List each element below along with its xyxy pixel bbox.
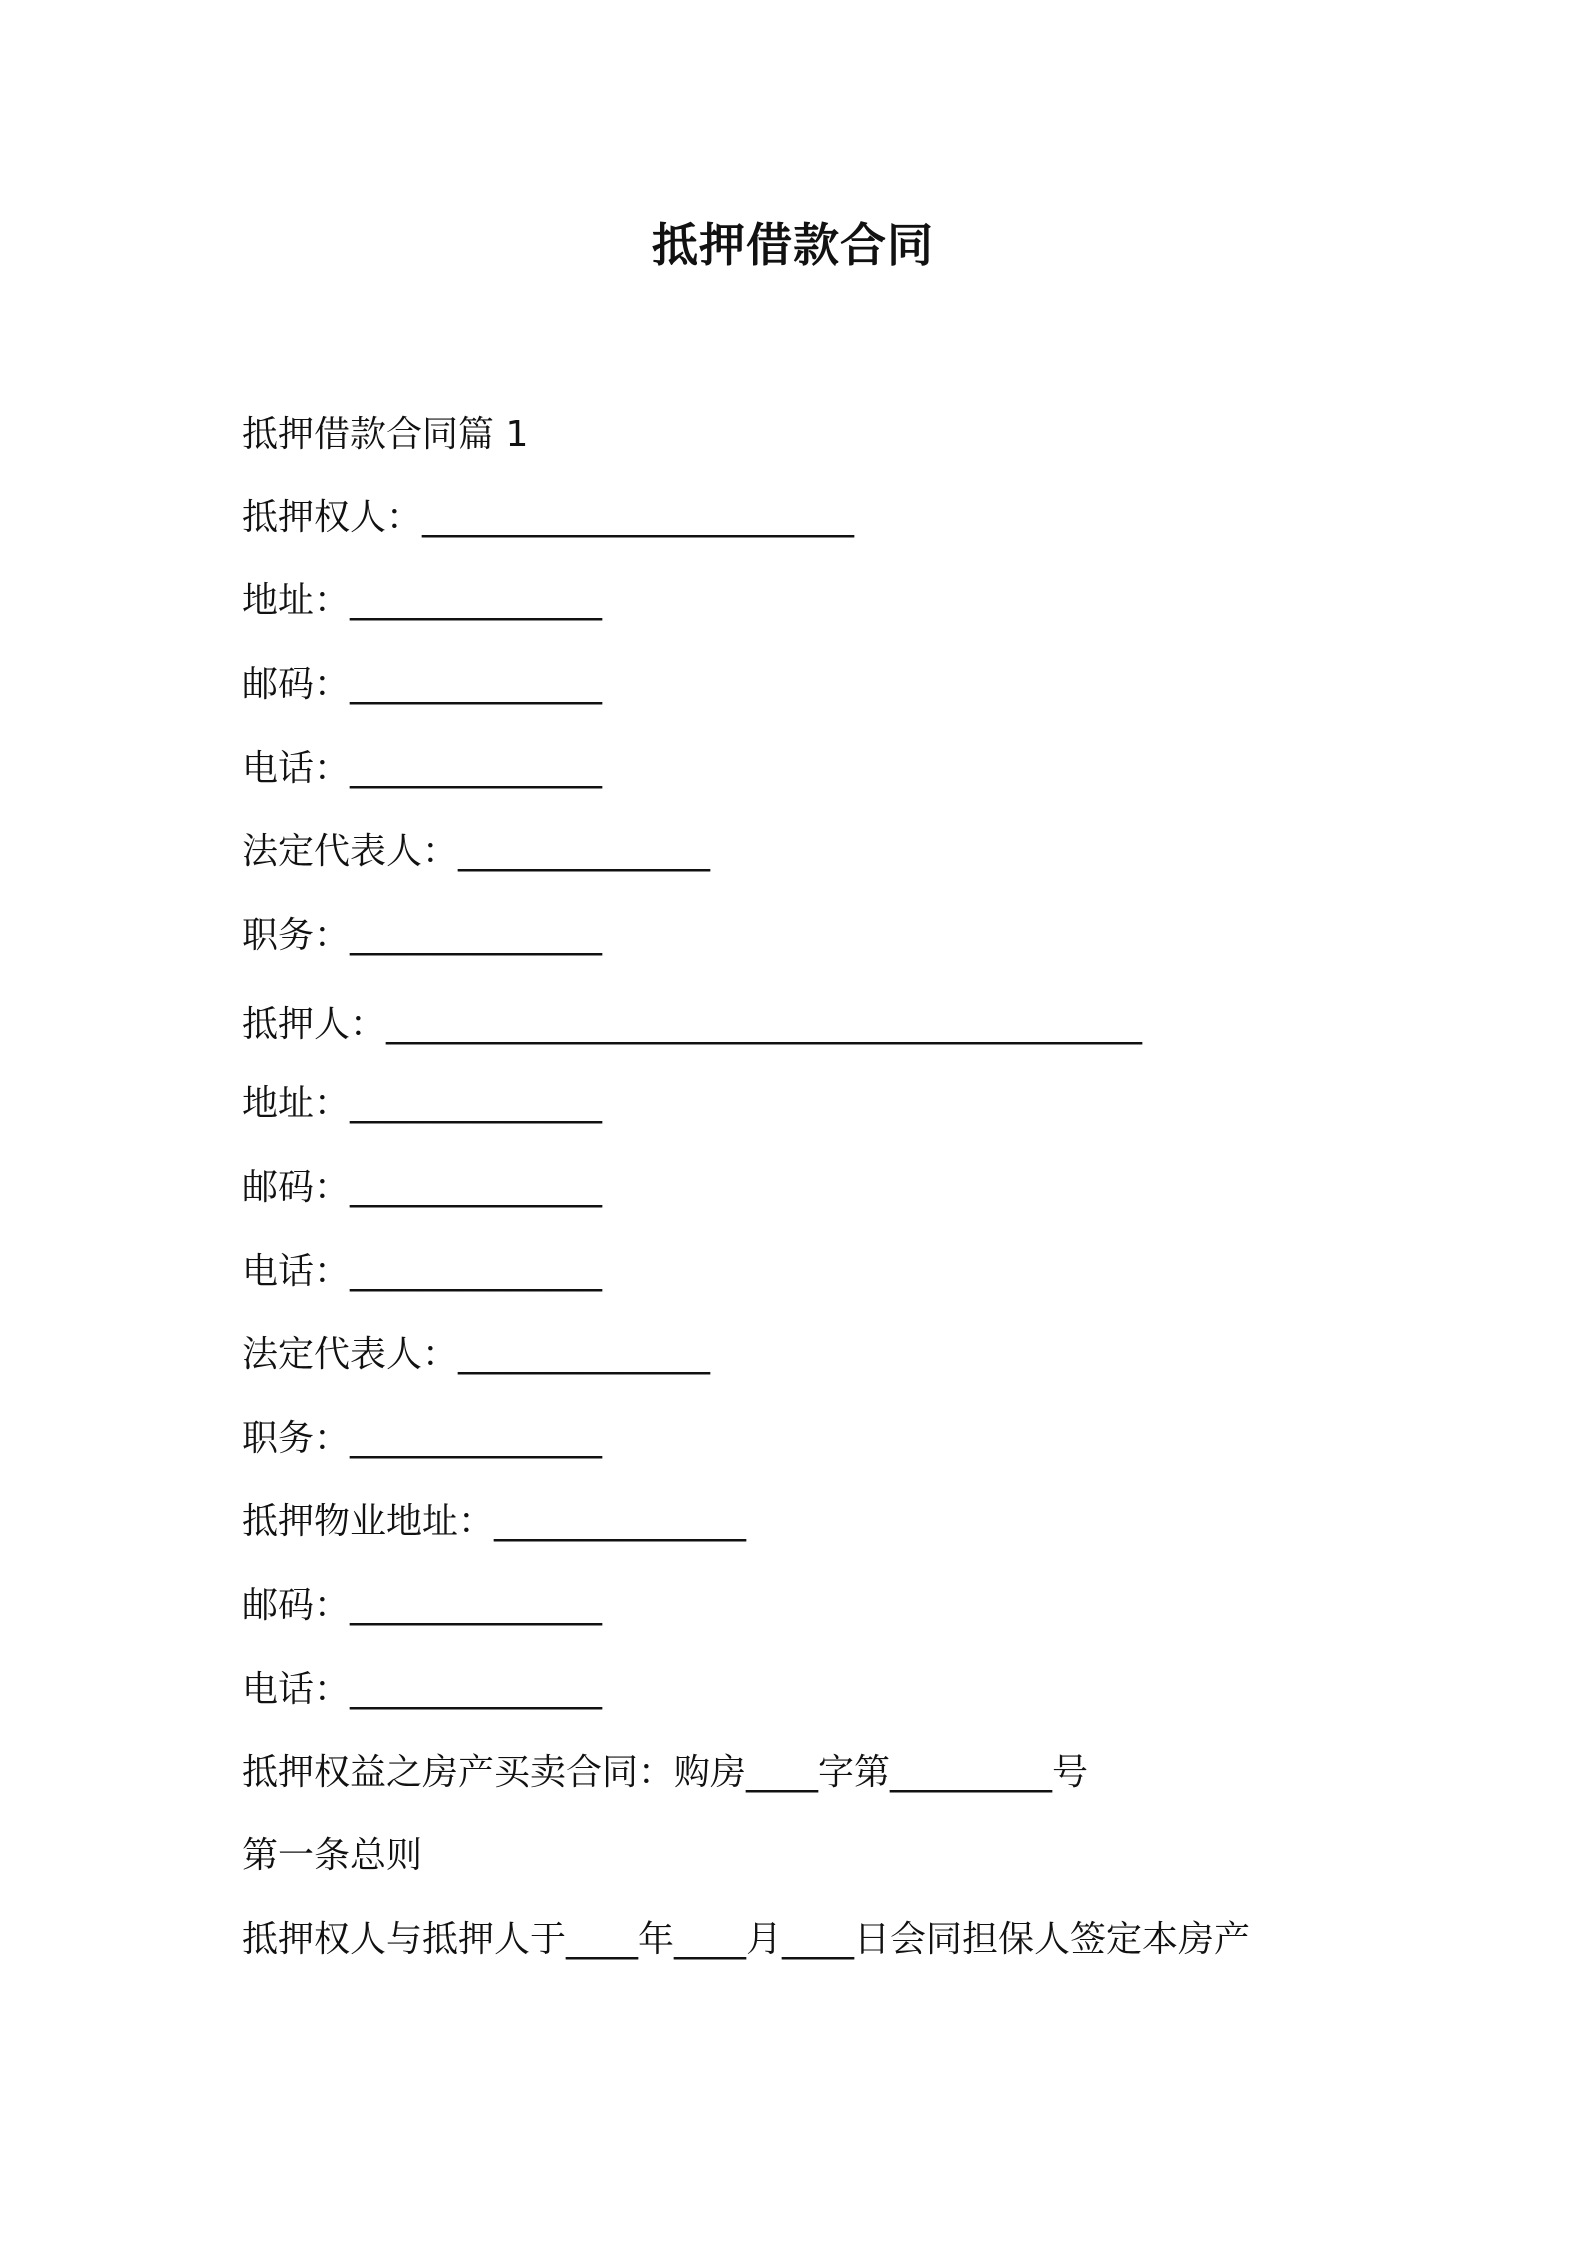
mortgagor-position-field: 职务：______________: [242, 1418, 603, 1459]
mortgagee-phone-field: 电话：______________: [242, 748, 603, 789]
property-address-field: 抵押物业地址：______________: [242, 1501, 747, 1542]
mortgagor-legal-rep-field: 法定代表人：______________: [242, 1334, 711, 1375]
property-phone-field: 电话：______________: [242, 1669, 603, 1710]
mortgagee-field: 抵押权人：________________________: [242, 497, 855, 538]
article-one-text: 抵押权人与抵押人于____年____月____日会同担保人签定本房产: [242, 1919, 1251, 1960]
mortgagor-phone-field: 电话：______________: [242, 1251, 603, 1292]
section-heading: 抵押借款合同篇 1: [242, 414, 529, 455]
mortgagor-postcode-field: 邮码：______________: [242, 1167, 603, 1208]
article-one-heading: 第一条总则: [242, 1835, 423, 1876]
mortgagee-postcode-field: 邮码：______________: [242, 664, 603, 705]
mortgagee-position-field: 职务：______________: [242, 915, 603, 956]
property-postcode-field: 邮码：______________: [242, 1585, 603, 1626]
mortgagee-address-field: 地址：______________: [242, 580, 603, 621]
document-title: 抵押借款合同: [652, 218, 934, 272]
purchase-contract-field: 抵押权益之房产买卖合同：购房____字第_________号: [242, 1752, 1089, 1793]
mortgagee-legal-rep-field: 法定代表人：______________: [242, 831, 711, 872]
mortgagor-field: 抵押人：__________________________________________: [242, 1004, 1143, 1045]
mortgagor-address-field: 地址：______________: [242, 1083, 603, 1124]
